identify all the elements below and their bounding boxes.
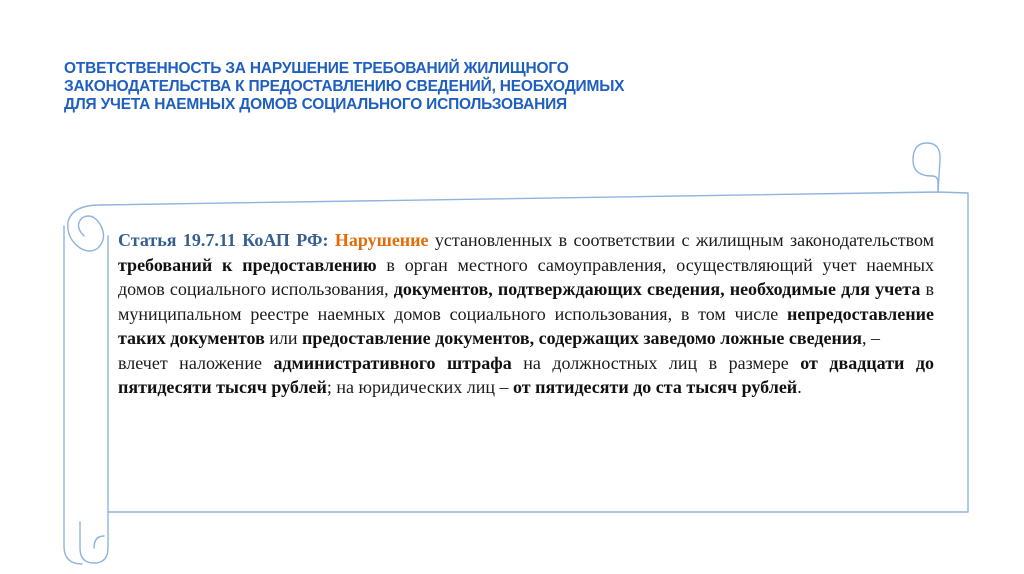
article-reference: Статья 19.7.11 КоАП РФ: <box>118 230 329 250</box>
bold-segment: требований к предоставлению <box>118 254 377 275</box>
text-segment: в муниципальном реестре наемных домов социального использования, в том числе <box>118 279 934 324</box>
fine-phrase: административного штрафа <box>273 352 512 373</box>
article-text <box>118 228 934 400</box>
fine-amount-officials: от двадцати до пятидесяти тысяч рублей <box>118 352 935 397</box>
text-segment: или <box>264 328 303 348</box>
text-segment: , – <box>861 328 880 348</box>
text-segment: . <box>797 377 802 397</box>
violation-keyword: Нарушение <box>334 230 429 250</box>
title-line-3: ДЛЯ УЧЕТА НАЕМНЫХ ДОМОВ СОЦИАЛЬНОГО ИСПОЛЬЗОВАНИЯ <box>64 96 567 113</box>
bold-segment: предоставление документов, содержащих заведомо ложные сведения <box>302 328 862 348</box>
bold-segment: документов, подтверждающих сведения, необходимые для учета <box>393 279 921 299</box>
title-line-1: ОТВЕТСТВЕННОСТЬ ЗА НАРУШЕНИЕ ТРЕБОВАНИЙ ЖИЛИЩНОГО <box>64 60 569 77</box>
title-line-2: ЗАКОНОДАТЕЛЬСТВА К ПРЕДОСТАВЛЕНИЮ СВЕДЕНИЙ, НЕОБХОДИМЫХ <box>64 78 625 95</box>
text-segment: ; на юридических лиц – <box>326 377 514 397</box>
text-segment: на должностных лиц в размере <box>511 352 801 373</box>
text-segment: установленных в соответствии с жилищным законодательством <box>428 230 935 250</box>
fine-amount-legal-entities: от пятидесяти до ста тысяч рублей <box>513 377 798 397</box>
text-segment: в орган местного самоуправления, осуществляющий учет наемных домов социального использования, <box>118 254 934 299</box>
bold-segment: непредоставление таких документов <box>118 303 934 348</box>
text-segment: влечет наложение <box>118 352 274 373</box>
